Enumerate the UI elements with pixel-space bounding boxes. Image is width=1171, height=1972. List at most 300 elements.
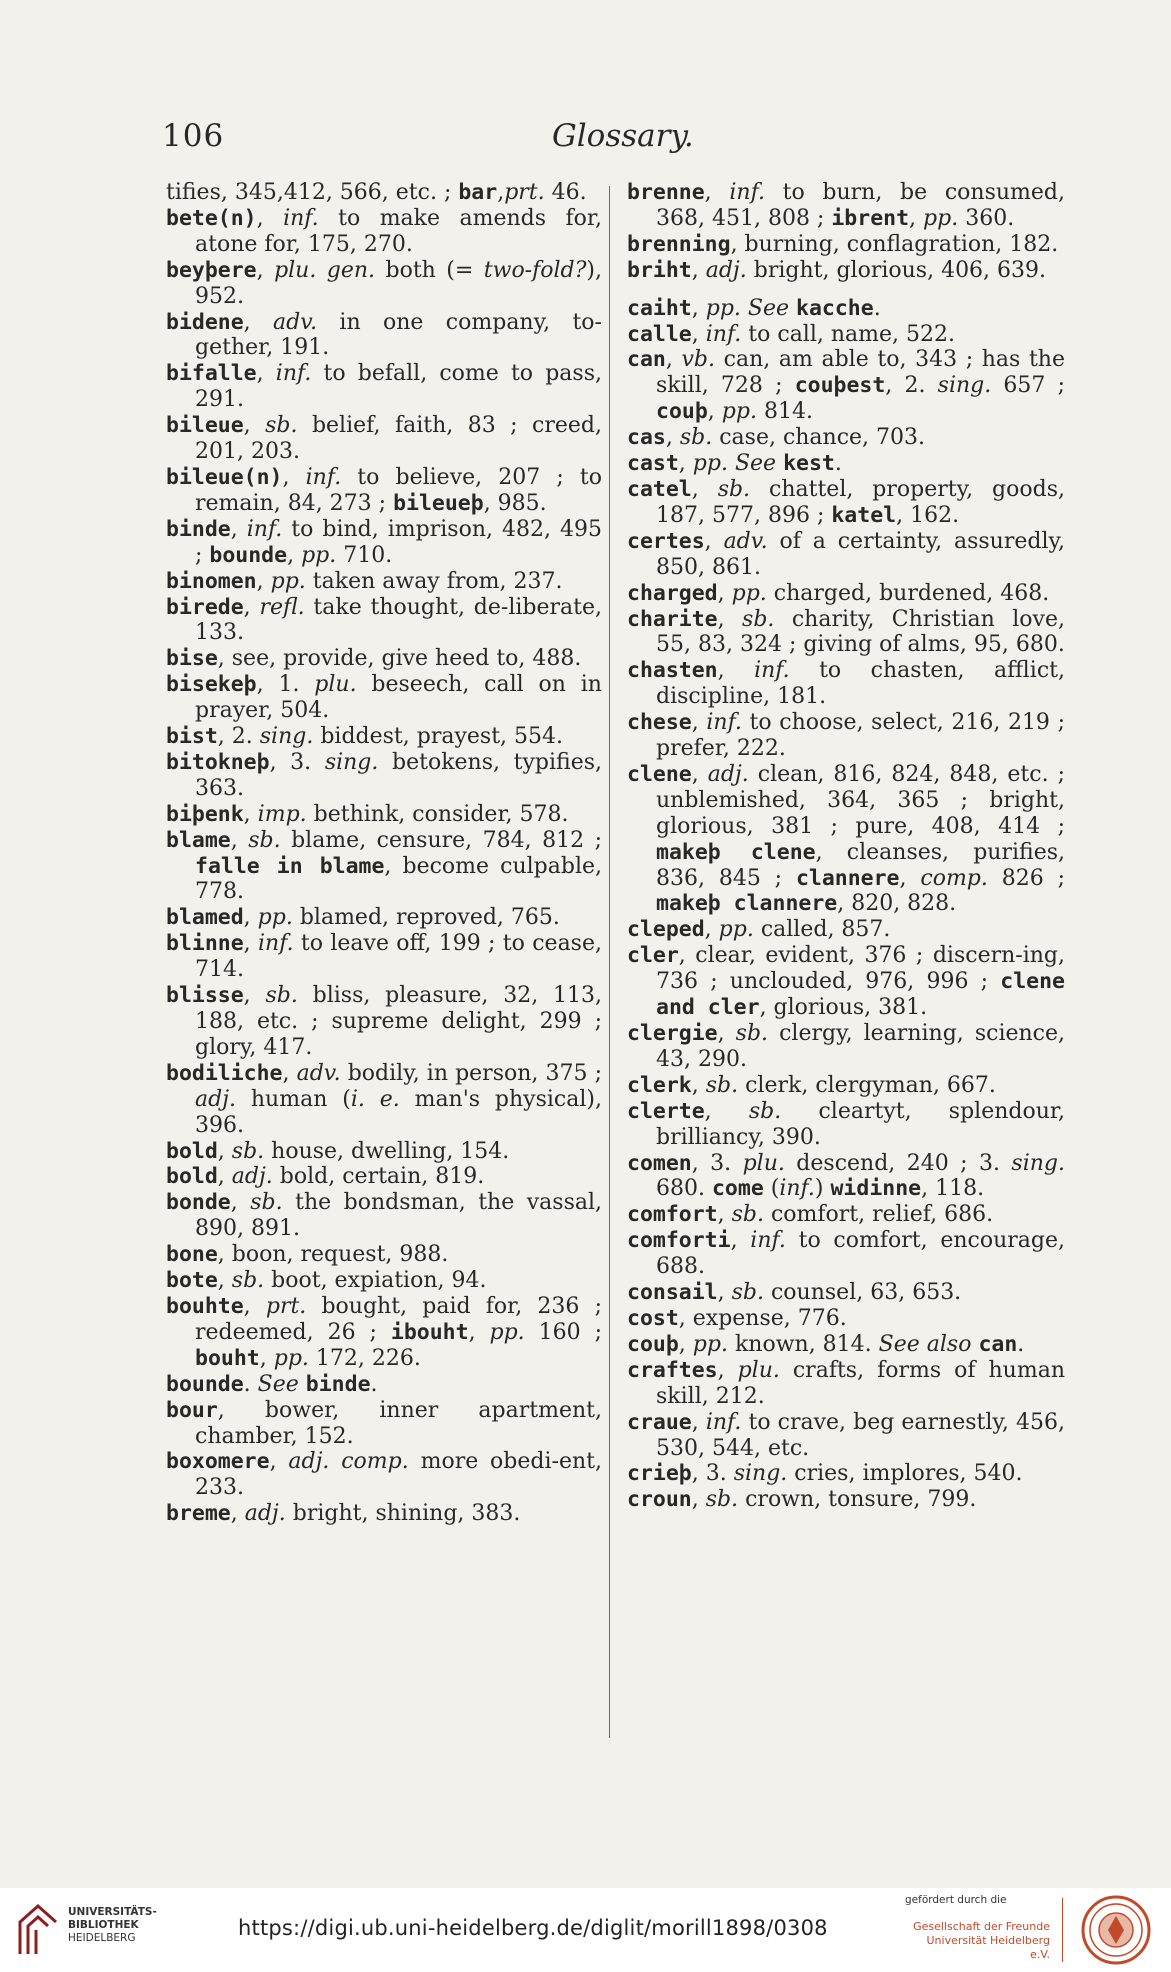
definition-text: , — [269, 1449, 289, 1475]
headword: bileue — [166, 413, 244, 439]
headword: brenne — [627, 180, 705, 205]
grammar-label: sing. — [937, 373, 992, 399]
definition-text: house, dwelling, 154. — [264, 1138, 510, 1164]
glossary-entry — [166, 569, 602, 595]
glossary-entry — [627, 232, 1065, 258]
grammar-label: inf. — [275, 361, 312, 387]
headword: clene and cler — [656, 969, 1065, 1021]
glossary-entry — [166, 802, 602, 828]
definition-text: , — [256, 205, 284, 231]
headword: birede — [166, 594, 244, 620]
definition-text: to make amends for, atone for, 175, 270. — [195, 205, 602, 257]
headword: bileue(n) — [166, 464, 283, 490]
headword: binde — [166, 516, 231, 542]
headword: cas — [627, 425, 666, 451]
glossary-entry — [627, 607, 1065, 659]
headword: bouhte — [166, 1293, 244, 1319]
headword: bounde — [209, 542, 288, 568]
page-number: 106 — [162, 118, 225, 154]
headword: comen — [627, 1150, 692, 1176]
headword: bifalle — [166, 361, 257, 387]
headword: cost — [627, 1305, 679, 1331]
definition-text: , 3. — [269, 749, 325, 775]
grammar-label: See — [747, 295, 790, 321]
grammar-label: sb. — [231, 1268, 265, 1294]
grammar-label: inf. — [705, 321, 742, 347]
grammar-label: sb. — [731, 1280, 764, 1306]
headword: chese — [627, 710, 692, 736]
glossary-entry — [627, 581, 1065, 607]
glossary-entry — [166, 1061, 602, 1139]
headword: kacche — [796, 295, 874, 321]
definition-text: , glorious, 381. — [759, 995, 928, 1021]
definition-text: , — [217, 1138, 232, 1164]
definition-text: , — [282, 464, 306, 490]
definition-text: , — [691, 1487, 706, 1513]
glossary-entry — [627, 1073, 1065, 1099]
definition-text: clergy, learning, science, 43, 290. — [656, 1021, 1065, 1072]
glossary-entry — [166, 1139, 602, 1165]
definition-text: known, 814. — [727, 1331, 879, 1357]
definition-text: , — [259, 1345, 274, 1371]
glossary-entry — [166, 828, 602, 906]
definition-text: 814. — [756, 399, 813, 425]
definition-text: to chasten, afflict, discipline, 181. — [656, 658, 1065, 710]
definition-text: tifies, 345,412, 566, etc. ; — [166, 180, 459, 205]
definition-text: , — [256, 361, 276, 387]
glossary-entry — [166, 258, 602, 310]
definition-text: descend, 240 ; 3. — [784, 1150, 1012, 1176]
glossary-entry — [166, 1372, 602, 1398]
glossary-entry — [627, 347, 1065, 425]
definition-text: to comfort, encourage, 688. — [656, 1228, 1065, 1280]
definition-text: , — [717, 658, 755, 684]
headword: bounde — [166, 1371, 244, 1397]
grammar-label: inf. — [706, 710, 742, 736]
glossary-entry — [627, 917, 1065, 943]
definition-text: comfort, relief, 686. — [763, 1202, 994, 1228]
definition-text: , — [691, 761, 708, 787]
headword: crieþ — [627, 1461, 692, 1487]
definition-text: . — [873, 295, 881, 321]
grammar-label: pp. — [721, 399, 757, 425]
definition-text: bethink, consider, 578. — [306, 801, 569, 827]
grammar-label: See — [257, 1371, 299, 1397]
definition-text: , — [468, 1319, 490, 1345]
definition-text: , 118. — [921, 1176, 985, 1202]
definition-text: , — [243, 801, 258, 827]
grammar-label: inf. — [729, 180, 765, 205]
headword: clannere — [795, 865, 900, 891]
headword: clerk — [627, 1072, 692, 1098]
definition-text: , — [691, 1409, 706, 1435]
definition-text: , — [691, 295, 706, 321]
definition-text: , expense, 776. — [678, 1305, 847, 1331]
glossary-entry — [627, 1461, 1065, 1487]
headword: chasten — [627, 658, 718, 684]
headword: catel — [627, 476, 692, 502]
headword: bouht — [195, 1345, 260, 1371]
headword: bise — [166, 646, 218, 672]
headword: caiht — [627, 295, 692, 321]
grammar-label: adv. — [723, 528, 768, 554]
definition-text: ) — [814, 1176, 831, 1202]
definition-text: , 985. — [483, 490, 547, 516]
headword: calle — [627, 321, 692, 347]
glossary-entry — [166, 1501, 602, 1527]
definition-text: , — [691, 1072, 706, 1098]
headword: bisekeþ — [166, 672, 257, 698]
headword: breme — [166, 1501, 231, 1527]
glossary-entry — [166, 646, 602, 672]
page-header — [162, 118, 982, 158]
definition-text: , — [230, 827, 249, 853]
definition-text — [728, 451, 735, 476]
headword: blinne — [166, 931, 244, 957]
grammar-label: sing. — [324, 749, 379, 775]
definition-text: , — [678, 1331, 693, 1357]
definition-text: , — [717, 1202, 732, 1228]
headword: bold — [166, 1164, 218, 1190]
footer-bar — [0, 1888, 1171, 1972]
glossary-entry — [166, 724, 602, 750]
grammar-label: pp. — [718, 917, 754, 943]
grammar-label: pp. — [273, 1345, 309, 1371]
glossary-entry — [166, 1190, 602, 1242]
definition-text: , — [691, 476, 718, 502]
grammar-label: sing. — [733, 1461, 788, 1487]
headword: couþ — [627, 1331, 679, 1357]
grammar-label: plu. — [314, 672, 357, 698]
grammar-label: adj. comp. — [288, 1449, 409, 1475]
headword: craftes — [627, 1357, 718, 1383]
definition-text: bold, certain, 819. — [272, 1164, 485, 1190]
glossary-entry — [627, 451, 1065, 477]
grammar-label: sb. — [735, 1021, 769, 1046]
glossary-entry — [627, 1021, 1065, 1073]
grammar-label: comp. — [920, 865, 988, 891]
grammar-label: adj. — [244, 1501, 286, 1527]
grammar-label: pp. — [923, 205, 959, 231]
definition-text: bodily, in person, 375 ; — [340, 1060, 602, 1086]
definition-text — [299, 1372, 306, 1397]
definition-text: , 3. — [691, 1150, 743, 1176]
definition-text — [741, 296, 748, 321]
definition-text: called, 857. — [753, 917, 891, 943]
headword: ibouht — [390, 1319, 469, 1345]
grammar-label: adj. — [231, 1164, 273, 1190]
headword: craue — [627, 1409, 692, 1435]
grammar-label: pp. — [489, 1319, 525, 1345]
grammar-label: sb. — [705, 1072, 739, 1098]
definition-text: boot, expiation, 94. — [264, 1268, 487, 1294]
glossary-entry — [166, 1164, 602, 1190]
definition-text: case, chance, 703. — [712, 425, 926, 451]
headword: comforti — [627, 1228, 731, 1254]
definition-text: , — [282, 1060, 297, 1086]
glossary-entry — [166, 983, 602, 1061]
definition-text: , — [497, 180, 505, 205]
definition-text: 46. — [544, 180, 587, 205]
definition-text: , — [704, 528, 724, 554]
definition-text: take thought, de-liberate, 133. — [195, 594, 602, 646]
definition-text: in one company, to-gether, 191. — [195, 309, 602, 361]
glossary-entry — [166, 465, 602, 517]
definition-text: to bind, imprison, 482, 495 ; — [195, 516, 602, 568]
definition-text: , — [217, 1268, 232, 1294]
glossary-entry — [166, 206, 602, 258]
grammar-label: adv. — [273, 309, 318, 335]
definition-text: , — [230, 1190, 251, 1216]
headword: bist — [166, 724, 218, 750]
glossary-entry — [627, 1358, 1065, 1410]
definition-text: bright, glorious, 406, 639. — [746, 257, 1047, 283]
glossary-entry — [627, 529, 1065, 581]
definition-text: , — [691, 321, 706, 347]
glossary-entry — [627, 258, 1065, 284]
definition-text: , boon, request, 988. — [217, 1242, 449, 1268]
headword: falle in blame — [195, 853, 385, 879]
definition-text: , — [717, 1021, 736, 1046]
definition-text: . — [243, 1371, 258, 1397]
grammar-label: inf. — [750, 1228, 786, 1254]
grammar-label: pp. — [270, 568, 306, 594]
definition-text: to choose, select, 216, 219 ; prefer, 222. — [656, 710, 1065, 762]
definition-text: can, am able to, 343 ; has the skill, 728 ; — [656, 347, 1065, 399]
definition-text: blamed, reproved, 765. — [292, 905, 560, 931]
definition-text: , clear, evident, 376 ; discern-ing, 736 ; unclouded, 976, 996 ; — [656, 943, 1065, 995]
headword: bitokneþ — [166, 749, 270, 775]
grammar-label: inf. — [779, 1176, 815, 1202]
definition-text: bliss, pleasure, 32, 113, 188, etc. ; supreme delight, 299 ; glory, 417. — [195, 983, 602, 1060]
glossary-entry — [627, 180, 1065, 232]
headword: widinne — [830, 1176, 922, 1202]
headword: comfort — [627, 1202, 718, 1228]
grammar-label: See also — [878, 1331, 972, 1357]
headword: come — [711, 1176, 764, 1202]
definition-text: crafts, forms of human skill, 212. — [656, 1357, 1065, 1409]
grammar-label: sing. — [1011, 1150, 1065, 1176]
grammar-label: two-fold? — [483, 257, 587, 283]
grammar-label: sb. — [265, 983, 298, 1009]
headword: brenning — [627, 231, 731, 257]
headword: can — [978, 1331, 1018, 1357]
grammar-label: inf. — [754, 658, 790, 684]
glossary-entry — [166, 672, 602, 724]
definition-text: , — [704, 180, 730, 205]
definition-text: , — [287, 542, 302, 568]
definition-text: , — [704, 917, 719, 943]
glossary-entry — [166, 361, 602, 413]
headword: bone — [166, 1242, 218, 1268]
headword: blamed — [166, 905, 244, 931]
grammar-label: imp. — [257, 801, 307, 827]
sponsor-name: Gesellschaft der Freunde Universität Heidelberg e.V. — [913, 1920, 1050, 1961]
definition-text: 710. — [336, 542, 393, 568]
definition-text: , — [665, 347, 682, 373]
grammar-label: adj. — [195, 1086, 237, 1112]
definition-text: more obedi-ent, 233. — [195, 1449, 602, 1501]
definition-text: , 3. — [691, 1461, 734, 1487]
glossary-entry — [627, 710, 1065, 762]
definition-text: , 2. — [217, 724, 260, 750]
headword: bour — [166, 1397, 218, 1423]
definition-text: , 1. — [256, 672, 315, 698]
definition-text: ), 952. — [195, 257, 602, 309]
definition-text: of a certainty, assuredly, 850, 861. — [656, 528, 1065, 580]
glossary-entry — [166, 595, 602, 647]
grammar-label: plu. gen. — [274, 257, 376, 283]
glossary-entry — [627, 762, 1065, 917]
definition-text: 657 ; — [991, 373, 1066, 399]
grammar-label: sb. — [717, 476, 751, 502]
headword: blame — [166, 827, 231, 853]
headword: bidene — [166, 309, 244, 335]
glossary-entry — [166, 1294, 602, 1372]
definition-text: , — [717, 1280, 732, 1306]
glossary-entry — [166, 180, 602, 206]
grammar-label: pp. — [301, 542, 337, 568]
definition-text: 360. — [958, 205, 1015, 231]
definition-text: , — [243, 983, 266, 1009]
headword: clergie — [627, 1021, 718, 1046]
headword: briht — [627, 257, 692, 283]
glossary-entry — [166, 413, 602, 465]
source-url-link[interactable]: https://digi.ub.uni-heidelberg.de/diglit/morill1898/0308 — [238, 1916, 828, 1940]
definition-text: bright, shining, 383. — [285, 1501, 521, 1527]
definition-text: to burn, be consumed, 368, 451, 808 ; — [656, 180, 1065, 231]
definition-text: cries, implores, 540. — [787, 1461, 1023, 1487]
grammar-label: pp. — [257, 905, 293, 931]
definition-text: 172, 226. — [308, 1345, 421, 1371]
headword: binde — [305, 1371, 371, 1397]
glossary-entry — [166, 1242, 602, 1268]
definition-text: , — [717, 606, 743, 632]
definition-text: , — [899, 865, 921, 891]
definition-text: to befall, come to pass, 291. — [195, 361, 602, 413]
glossary-entry — [627, 477, 1065, 529]
definition-text: biddest, prayest, 554. — [313, 724, 564, 750]
grammar-label: sb. — [231, 1138, 265, 1164]
definition-text: clerk, clergyman, 667. — [738, 1072, 996, 1098]
definition-text: . — [370, 1371, 378, 1397]
definition-text: taken away from, 237. — [305, 568, 563, 594]
definition-text: to call, name, 522. — [741, 321, 956, 347]
definition-text: to leave off, 199 ; to cease, 714. — [195, 931, 602, 983]
definition-text: human ( — [236, 1086, 351, 1112]
definition-text: , — [665, 425, 680, 451]
glossary-entry — [627, 1202, 1065, 1228]
glossary-entry — [627, 1410, 1065, 1462]
headword: can — [627, 347, 666, 373]
grammar-label: pp. — [705, 295, 741, 321]
headword: couþ — [656, 399, 708, 425]
definition-text: , — [243, 413, 266, 439]
glossary-entry — [166, 1449, 602, 1501]
definition-text: , — [717, 1357, 738, 1383]
glossary-entry — [627, 1099, 1065, 1151]
glossary-entry — [166, 517, 602, 569]
definition-text: blame, censure, 784, 812 ; — [280, 827, 602, 853]
headword: bileueþ — [393, 490, 484, 516]
grammar-label: sb. — [265, 413, 298, 439]
headword: charite — [627, 606, 718, 632]
headword: binomen — [166, 568, 257, 594]
definition-text: , — [678, 451, 693, 477]
grammar-label: sb. — [742, 606, 775, 632]
glossary-column-right — [627, 180, 1065, 1513]
definition-text: cleartyt, splendour, brilliancy, 390. — [656, 1098, 1065, 1150]
definition-text: , cleanses, purifies, 836, 845 ; — [656, 839, 1066, 891]
grammar-label: vb. — [681, 347, 715, 373]
definition-text: betokens, typifies, 363. — [195, 749, 602, 801]
column-divider — [609, 186, 610, 1738]
grammar-label: inf. — [246, 516, 283, 542]
headword: makeþ clannere — [656, 891, 838, 917]
grammar-label: sb. — [705, 1487, 739, 1513]
definition-text: to crave, beg earnestly, 456, 530, 544, etc. — [656, 1409, 1065, 1461]
grammar-label: inf. — [705, 1409, 742, 1435]
glossary-entry — [627, 425, 1065, 451]
grammar-label: sb. — [679, 425, 713, 451]
definition-text: man's physical), 396. — [195, 1086, 602, 1138]
headword: clerte — [627, 1098, 705, 1124]
definition-text: , — [243, 594, 260, 620]
definition-text: , see, provide, give heed to, 488. — [217, 646, 582, 672]
headword: makeþ clene — [656, 839, 816, 865]
running-title: Glossary. — [552, 118, 694, 154]
glossary-entry — [166, 931, 602, 983]
definition-text: , — [256, 257, 275, 283]
definition-text: 680. — [656, 1176, 712, 1202]
headword: bodiliche — [166, 1060, 283, 1086]
grammar-label: sb. — [748, 1098, 782, 1124]
glossary-entry — [627, 1306, 1065, 1332]
glossary-entry — [166, 1398, 602, 1450]
headword: cast — [627, 451, 679, 477]
headword: biþenk — [166, 801, 244, 827]
grammar-label: refl. — [259, 594, 305, 620]
sponsor-label: gefördert durch die — [905, 1894, 1007, 1906]
headword: beyþere — [166, 257, 257, 283]
headword: bold — [166, 1138, 218, 1164]
grammar-label: adj. — [707, 761, 749, 787]
grammar-label: See — [734, 451, 777, 477]
headword: bonde — [166, 1190, 231, 1216]
definition-text: charity, Christian love, 55, 83, 324 ; giving of alms, 95, 680. — [656, 606, 1065, 658]
grammar-label: sb. — [731, 1202, 764, 1228]
definition-text: , — [217, 1164, 232, 1190]
definition-text: , burning, conflagration, 182. — [730, 231, 1059, 257]
grammar-label: adv. — [296, 1060, 341, 1086]
definition-text: , 162. — [896, 502, 960, 528]
headword: couþest — [794, 373, 886, 399]
glossary-entry — [166, 750, 602, 802]
headword: consail — [627, 1280, 718, 1306]
definition-text: charged, burdened, 468. — [766, 580, 1050, 606]
headword: blisse — [166, 983, 244, 1009]
glossary-entry — [627, 658, 1065, 710]
grammar-label: pp. — [692, 451, 728, 477]
headword: bete(n) — [166, 205, 257, 231]
definition-text: , become culpable, 778. — [195, 853, 603, 905]
definition-text: , — [230, 516, 247, 542]
definition-text: , — [256, 568, 271, 594]
definition-text: . — [1017, 1331, 1025, 1357]
definition-text: , — [707, 399, 722, 425]
definition-text: 826 ; — [987, 865, 1065, 891]
definition-text: , — [243, 1293, 266, 1319]
